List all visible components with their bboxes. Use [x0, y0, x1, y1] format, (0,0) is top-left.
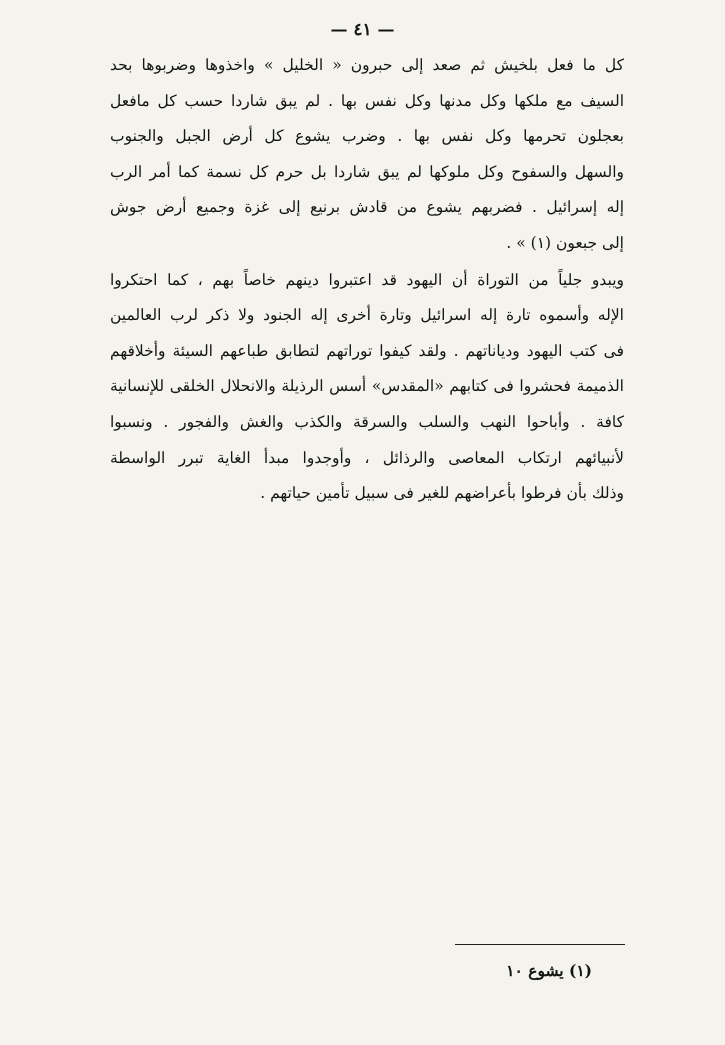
text-line: الإله وأسموه تارة إله اسرائيل وتارة أخرى إله الجنود ولا ذكر لرب العالمين: [110, 306, 624, 325]
body-text: [110, 48, 624, 512]
paragraph: [110, 263, 624, 512]
page-number: — ٤١ —: [330, 20, 395, 40]
text-line: الذميمة فحشروا فى كتابهم «المقدس» أسس الرذيلة والانحلال الخلقى للإنسانية: [110, 377, 624, 396]
text-line: بعجلون تحرمها وكل نفس بها . وضرب يشوع كل أرض الجبل والجنوب: [110, 127, 624, 146]
text-line: وذلك بأن فرطوا بأعراضهم للغير فى سبيل تأمين حياتهم .: [260, 484, 624, 503]
text-line: السيف مع ملكها وكل مدنها وكل نفس بها . لم يبق شاردا حسب كل مافعل: [110, 91, 624, 110]
text-line: لأنبيائهم ارتكاب المعاصى والرذائل ، وأوجدوا مبدأ الغاية تبرر الواسطة: [110, 448, 624, 467]
text-line: والسهل والسفوح وكل ملوكها لم يبق شاردا بل حرم كل نسمة كما أمر الرب: [110, 162, 624, 181]
paragraph: [110, 48, 624, 262]
footnote: (١) يشوع ١٠: [506, 961, 592, 980]
footnote-divider: [455, 944, 625, 945]
text-line: ويبدو جلياً من التوراة أن اليهود قد اعتبروا دينهم خاصاً بهم ، كما احتكروا: [110, 270, 624, 289]
text-line: فى كتب اليهود ودياناتهم . ولقد كيفوا توراتهم لتطابق طباعهم السيئة وأخلاقهم: [110, 341, 624, 360]
text-line: كل ما فعل بلخيش ثم صعد إلى حبرون « الخليل » واخذوها وضربوها بحد: [110, 56, 624, 74]
text-line: كافة . وأباحوا النهب والسلب والسرقة والكذب والغش والفجور . ونسبوا: [110, 412, 624, 431]
text-line: إلى جبعون (١) » .: [506, 233, 624, 252]
text-line: إله إسرائيل . فضربهم يشوع من قادش برنيع إلى غزة وجميع أرض جوش: [110, 198, 624, 217]
